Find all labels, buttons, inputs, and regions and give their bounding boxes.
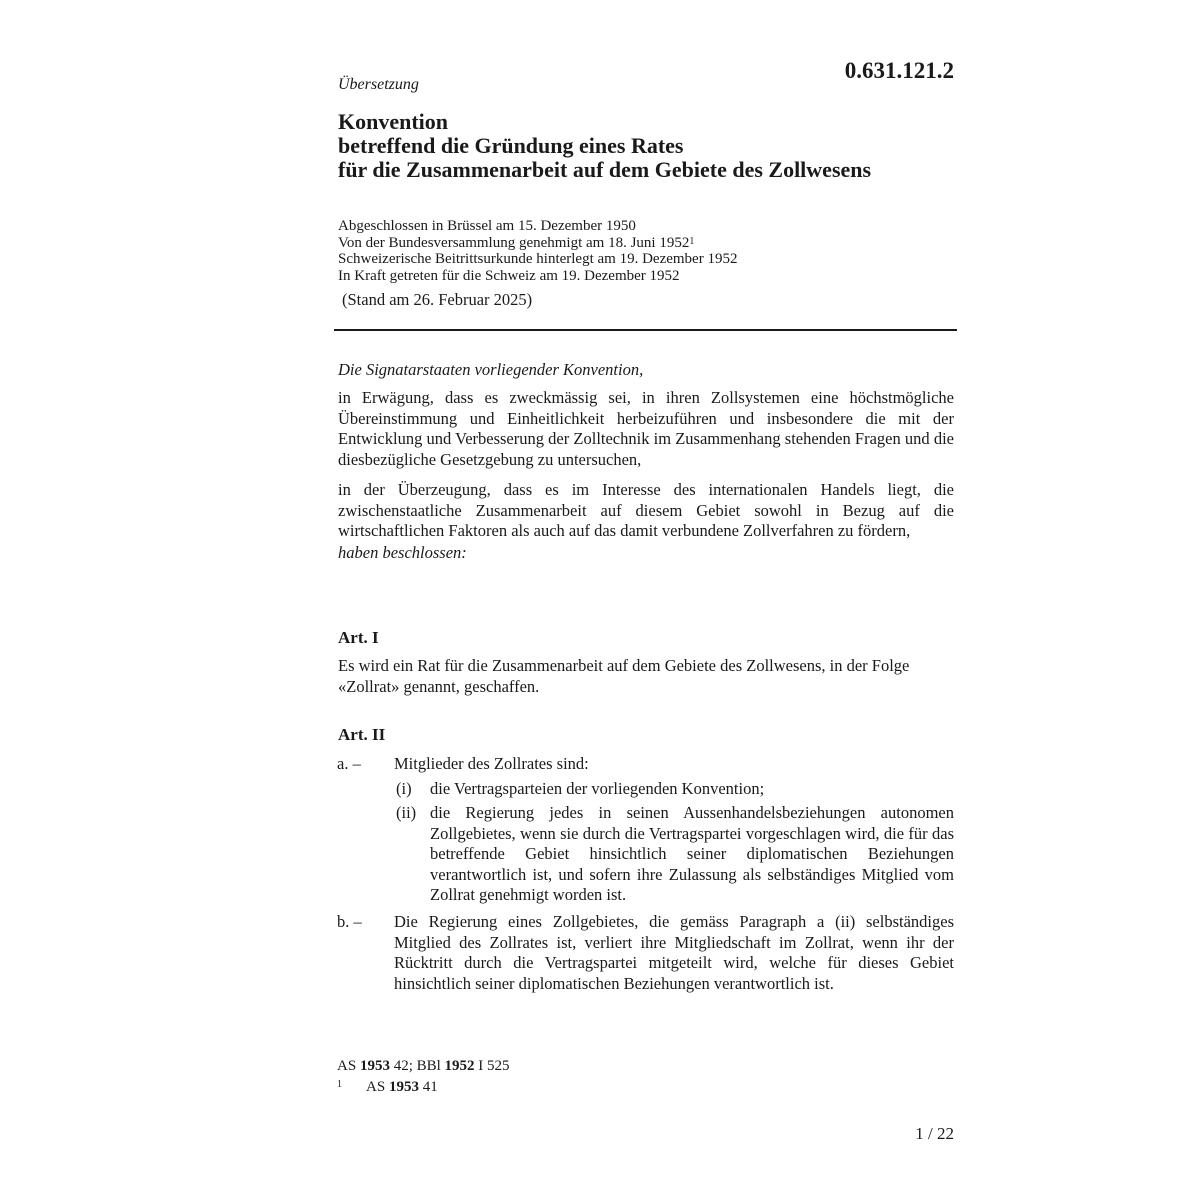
footnote-ref[interactable]: 1 [689,235,695,247]
translation-note: Übersetzung [338,76,419,93]
page-number: 1 / 22 [915,1124,954,1143]
status-date: (Stand am 26. Februar 2025) [342,290,533,309]
item-ii-label: (ii) [396,803,417,822]
item-i-text: die Vertragsparteien der vorliegenden Konvention; [430,779,765,798]
footnote-1: $^1$ AS 1953 41 [337,1079,438,1095]
meta-approved: Von der Bundesversammlung genehmigt am 18. Juni 1952$^1$ [338,234,695,251]
meta-accession: Schweizerische Beitrittsurkunde hinterlegt am 19. Dezember 1952 [338,251,738,267]
article-1-heading: Art. I [338,628,379,647]
footer-publication-ref: AS 1953 42; BBl 1952 I 525 [337,1058,510,1074]
preamble-title: Die Signatarstaaten vorliegender Konvention, [338,360,644,379]
item-a-text: Mitglieder des Zollrates sind: [394,754,589,773]
article-1-text: Es wird ein Rat für die Zusammenarbeit auf dem Gebiete des Zollwesens, in der Folge «Zollrat» genannt, geschaffen. [338,656,910,696]
item-b-text: Die Regierung eines Zollgebietes, die gemäss Paragraph a (ii) selbständiges Mitglied des Zollrates ist, verliert ihre Mitgliedschaft im Zollrat, wenn ihr der Rücktritt durch die Vertragspartei mitgeteilt wird, welche für dieses Gebiet hinsichtlich seiner diplomatischen Beziehungen verantwortlich ist. [394,912,954,993]
item-b-label: b. – [337,912,362,931]
item-i-label: (i) [396,779,412,798]
article-2-heading: Art. II [338,725,386,744]
title-line-1: Konvention [338,109,449,134]
document-title [338,110,958,182]
document-metadata [338,218,958,284]
preamble-conclusion: haben beschlossen: [338,543,467,562]
preamble-paragraph-1: in Erwägung, dass es zweckmässig sei, in ihren Zollsystemen eine höchstmögliche Übereinstimmung und Einheitlichkeit herbeizuführen und insbesondere die mit der Entwicklung und Verbesserung der Zolltechnik im Zusammenhang stehenden Fragen und die diesbezügliche Gesetzgebung zu untersuchen, [338,388,954,469]
meta-in-force: In Kraft getreten für die Schweiz am 19. Dezember 1952 [338,267,680,284]
sr-number: 0.631.121.2 [844,58,954,83]
item-a-label: a. – [337,754,361,773]
footnote-mark: 1 [337,1079,342,1090]
divider-rule [334,329,957,331]
item-ii-text: die Regierung jedes in seinen Aussenhandelsbeziehungen autonomen Zollgebietes, wenn sie durch die Vertragspartei vorgeschlagen wird, die für das betreffende Gebiet hinsichtlich seiner diplomatischen Beziehungen verantwortlich ist, und sofern ihre Zulassung als selbständiges Mitglied vom Zollrat genehmigt worden ist. [430,803,954,904]
meta-concluded: Abgeschlossen in Brüssel am 15. Dezember 1950 [338,218,636,234]
preamble-paragraph-2: in der Überzeugung, dass es im Interesse des internationalen Handels liegt, die zwischenstaatliche Zusammenarbeit auf diesem Gebiet sowohl in Bezug auf die wirtschaftlichen Faktoren als auch auf das damit verbundene Zollverfahren zu fördern, [338,480,954,540]
title-line-3: für die Zusammenarbeit auf dem Gebiete des Zollwesens [338,157,872,182]
title-line-2: betreffend die Gründung eines Rates [338,133,684,158]
